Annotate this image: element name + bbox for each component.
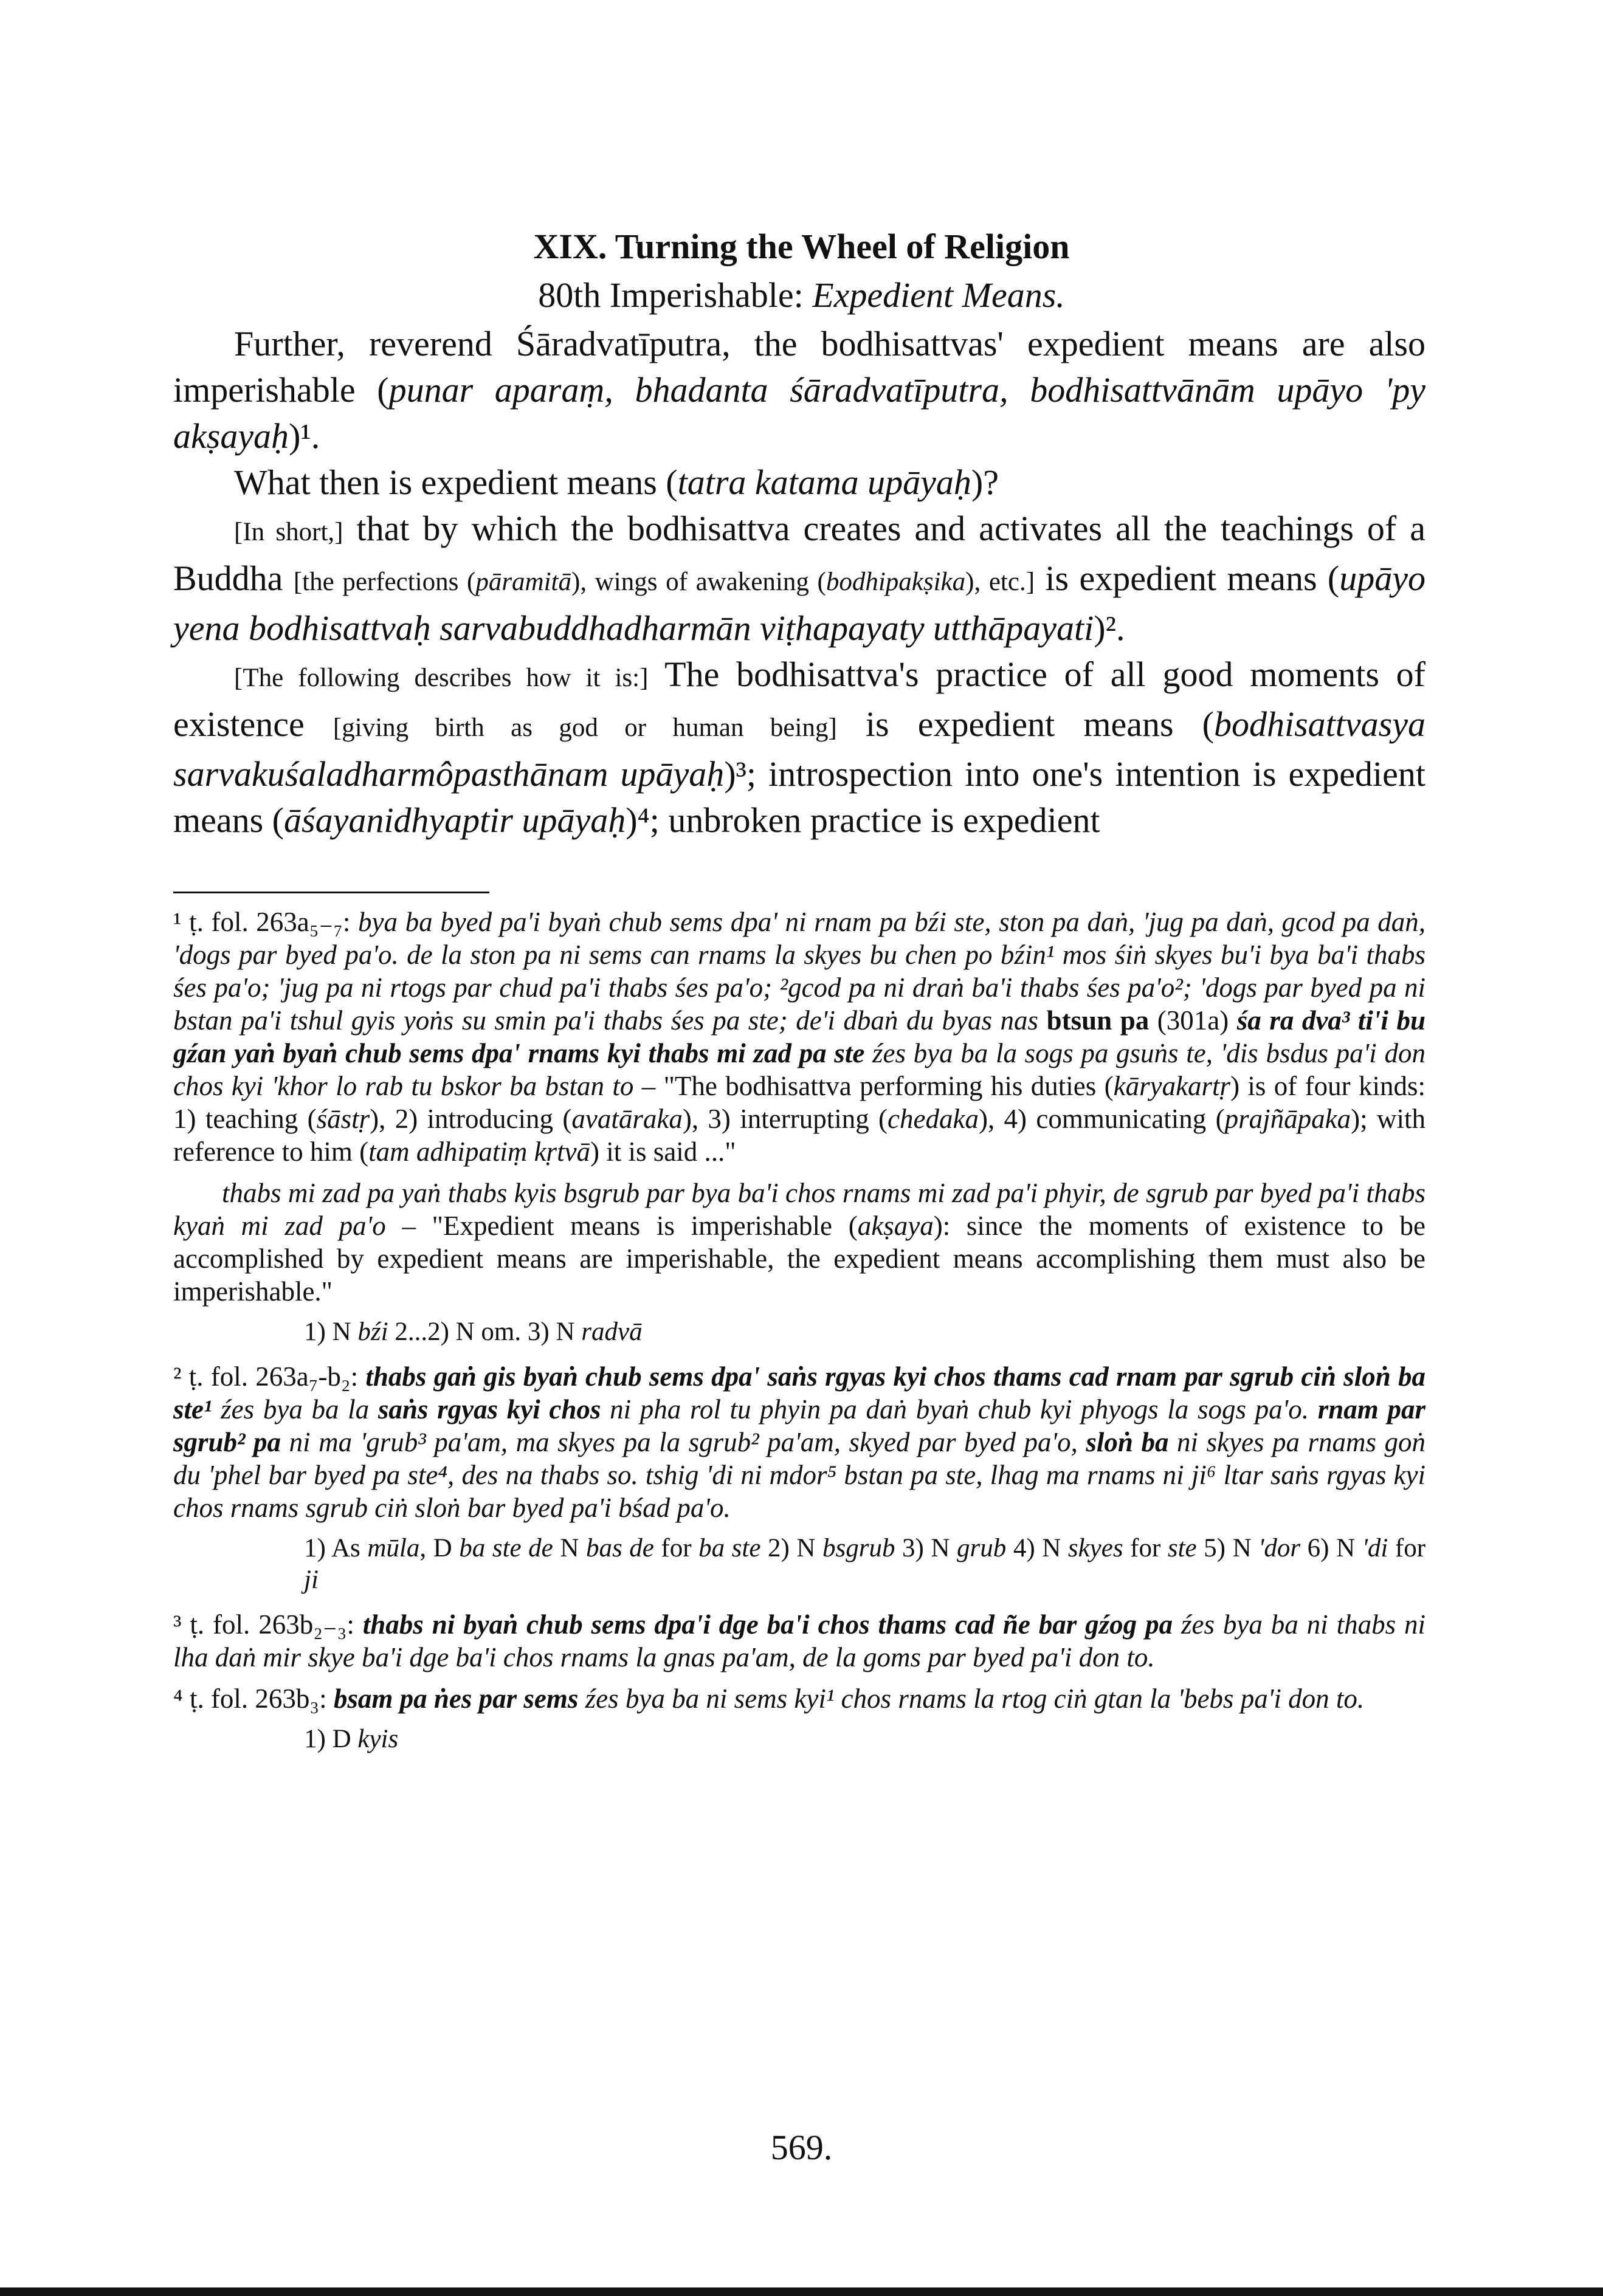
subtitle-italic: Expedient Means. [812,275,1065,315]
fn4-bold-1: bsam pa ṅes par sems [333,1683,579,1714]
fn2-bold-3: rnam par sgrub² pa [173,1394,1425,1457]
fn2-var-t3: N [553,1534,586,1562]
p4-text-1: The bodhisattva's practice of all good moments of existence [173,655,1425,744]
p3-text-1: that by which the bodhisattva creates and activates all the teachings of a Buddha [173,509,1425,598]
p2-text-2: )? [971,462,999,502]
paragraph-3 [173,506,1425,651]
fn1-text-1: (301a) [1149,1005,1237,1036]
fn2-var-t11: for [1388,1534,1426,1562]
fn1-text-8: ) it is said ..." [590,1136,736,1167]
fn2-var-i2: ba ste de [459,1534,553,1562]
fn1-p2-text-2: ): since the moments of existence to be accomplished by expedient means are imperishable, the expedient means accomplishing them must also be imperishable." [173,1211,1425,1307]
fn2-italic-4: ni skyes pa rnams goṅ du 'phel bar byed pa ste⁴, des na thabs so. tshig 'di ni mdor⁵ bstan pa ste, lhag ma rnams ni ji⁶ ltar saṅs rgyas kyi chos rnams sgrub ciṅ sloṅ bar byed pa'i bśad pa'o. [173,1427,1425,1523]
p3-small-1: [In short,] [234,518,343,546]
page-number: 569. [770,2128,833,2167]
fn2-italic-2: ni pha rol tu phyin pa daṅ byaṅ chub kyi phyogs la sogs pa'o. [601,1394,1318,1425]
fn1-bold-1: btsun pa [1046,1005,1150,1036]
p4-small-1: [The following describes how it is:] [234,664,649,692]
fn1-p2-text-1: – "Expedient means is imperishable ( [385,1211,858,1241]
fn4-ref: ⁴ ṭ. fol. 263b₃: [173,1683,334,1714]
fn1-var-text-1: 1) N [304,1318,358,1346]
chapter-subtitle [0,272,1603,318]
footnotes [173,906,1425,1767]
p3-italic-1: upāyo yena bodhisattvaḥ sarvabuddhadharmān viṭhapayaty utthāpayati [173,559,1425,648]
p4-text-4: )⁴; unbroken practice is expedient [626,800,1100,840]
fn2-var-i5: bsgrub [822,1534,895,1562]
fn2-bold-2: saṅs rgyas kyi chos [377,1394,601,1425]
fn2-ref: ² ṭ. fol. 263a₇-b₂: [173,1361,366,1392]
fn1-italic-2: źes bya ba la sogs pa gsuṅs te, 'dis bsdus pa'i don chos kyi 'khor lo rab tu bskor ba bstan to [173,1038,1425,1101]
fn1-text-2: – "The bodhisattva performing his duties ( [633,1071,1114,1101]
fn3-ref: ³ ṭ. fol. 263b₂₋₃: [173,1609,363,1640]
p4-text-2: is expedient means ( [836,704,1214,744]
fn1-var-italic-1: bźi [357,1318,388,1346]
fn1-italic-1: bya ba byed pa'i byaṅ chub sems dpa' ni rnam pa bźi ste, ston pa daṅ, 'jug pa daṅ, gcod pa daṅ, 'dogs par byed pa'o. de la ston pa ni sems can rnams la skyes bu chen po bźin¹ mos śiṅ skyes bu'i bya ba'i thabs śes pa'o; 'jug pa ni rtogs par chud pa'i thabs śes pa'o; ²gcod pa ni draṅ ba'i thabs śes pa'o²; 'dogs par byed pa ni bstan pa'i tshul gyis yoṅs su smin pa'i thabs śes pa ste; de'i dbaṅ du byas nas [173,907,1425,1036]
main-text [173,321,1425,844]
fn2-var-t6: 3) N [895,1534,957,1562]
fn2-var-t10: 6) N [1300,1534,1362,1562]
fn1-italic-5: avatāraka [571,1104,683,1134]
fn2-var-t4: for [653,1534,699,1562]
fn1-var-text-2: 2...2) N om. 3) N [388,1318,582,1346]
fn1-text-5: ), 3) interrupting ( [682,1104,888,1134]
fn3-bold-1: thabs ni byaṅ chub sems dpa'i dge ba'i chos thams cad ñe bar gźog pa [362,1609,1173,1640]
fn1-text-7: ); with reference to him ( [173,1104,1425,1167]
fn4-var-italic-1: kyis [357,1725,399,1753]
fn1-text-3: ) is of four kinds: 1) teaching ( [173,1071,1425,1134]
p3-text-3: )². [1094,608,1125,648]
p3-small-2: [the perfections ( [293,568,476,596]
p4-italic-1: bodhisattvasya sarvakuśaladharmôpasthānam upāyaḥ [173,704,1425,794]
fn2-var-t9: 5) N [1196,1534,1259,1562]
fn2-var-t8: for [1123,1534,1168,1562]
fn2-var-i4: ba ste [698,1534,761,1562]
p3-small-italic-1: pāramitā [475,568,572,596]
paragraph-2 [173,459,1425,506]
fn1-p2-italic-1: thabs mi zad pa yaṅ thabs kyis bsgrub par bya ba'i chos rnams mi zad pa'i phyir, de sgrub par byed pa'i thabs kyaṅ mi zad pa'o [173,1178,1425,1241]
fn2-var-i6: grub [957,1534,1007,1562]
fn4-italic-1: źes bya ba ni sems kyi¹ chos rnams la rtog ciṅ gtan la 'bebs pa'i don to. [578,1683,1365,1714]
p1-text-2: )¹. [289,416,320,456]
p2-italic-1: tatra katama upāyaḥ [677,462,971,502]
fn2-var-t5: 2) N [760,1534,823,1562]
paragraph-4 [173,651,1425,844]
fn2-var-t1: 1) As [304,1534,368,1562]
p2-text-1: What then is expedient means ( [234,462,678,502]
fn1-italic-7: prajñāpaka [1224,1104,1351,1134]
fn1-italic-6: chedaka [888,1104,979,1134]
p4-italic-2: āśayanidhyaptir upāyaḥ [284,800,626,840]
fn4-var-text-1: 1) D [304,1725,358,1753]
fn2-bold-1: thabs gaṅ gis byaṅ chub sems dpa' saṅs rgyas kyi chos thams cad rnam par sgrub ciṅ sloṅ ba ste¹ [173,1361,1425,1425]
fn1-text-4: ), 2) introducing ( [370,1104,572,1134]
fn1-ref: ¹ ṭ. fol. 263a₅₋₇: [173,907,359,937]
footnote-3 [173,1608,1425,1674]
fn2-italic-1: źes bya ba la [212,1394,378,1425]
fn1-italic-4: śāstṛ [316,1104,370,1134]
paragraph-1 [173,321,1425,459]
p3-small-4: ), etc.] [965,568,1035,596]
footnote-4 [173,1682,1425,1715]
fn1-text-6: ), 4) communicating ( [978,1104,1225,1134]
fn1-italic-3: kāryakartṛ [1113,1071,1231,1101]
fn2-bold-4: sloṅ ba [1086,1427,1169,1457]
fn2-var-t2: , D [419,1534,460,1562]
footnote-divider [173,892,489,893]
scan-edge [0,2287,1603,2296]
subtitle-prefix: 80th Imperishable: [538,275,813,315]
fn2-var-i1: mūla [367,1534,420,1562]
fn3-italic-1: źes bya ba ni thabs ni lha daṅ mir skye ba'i dge ba'i chos rnams la gnas pa'am, de la goms par byed pa'i don to. [173,1609,1426,1672]
fn2-italic-3: ni ma 'grub³ pa'am, ma skyes pa la sgrub² pa'am, skyed par byed pa'o, [281,1427,1086,1457]
fn2-var-i11: ji [304,1566,319,1594]
fn1-bold-2: śa ra dva³ ti'i bu gźan yaṅ byaṅ chub sems dpa' rnams kyi thabs mi zad pa ste [173,1005,1425,1068]
footnote-1 [173,906,1425,1168]
p3-small-italic-2: bodhipakṣika [826,568,966,596]
p4-text-3: )³; introspection into one's intention is expedient means ( [173,754,1425,840]
fn2-var-i8: ste [1167,1534,1197,1562]
fn1-p2-italic-2: akṣaya [857,1211,934,1241]
fn1-var-italic-2: radvā [581,1318,643,1346]
footnote-4-variants [304,1724,1425,1755]
p4-small-2: [giving birth as god or human being] [333,713,837,742]
fn2-var-i3: bas de [585,1534,654,1562]
footnote-1-paragraph-2 [173,1177,1425,1308]
footnote-1-variants [304,1316,1425,1348]
footnote-2-variants [304,1533,1425,1596]
footnote-2 [173,1360,1425,1524]
p3-text-2: is expedient means ( [1035,559,1340,598]
fn1-italic-8: tam adhipatiṃ kṛtvā [368,1136,591,1167]
p1-text-1: Further, reverend Śāradvatīputra, the bodhisattvas' expedient means are also imperishable ( [173,324,1425,410]
chapter-title: XIX. Turning the Wheel of Religion [533,227,1070,266]
fn2-var-i10: 'di [1362,1534,1388,1562]
fn2-var-t7: 4) N [1006,1534,1068,1562]
fn2-var-i9: 'dor [1258,1534,1301,1562]
p3-small-3: ), wings of awakening ( [571,568,826,596]
p1-italic-1: punar aparaṃ, bhadanta śāradvatīputra, bodhisattvānām upāyo 'py akṣayaḥ [173,370,1425,456]
fn2-var-i7: skyes [1067,1534,1123,1562]
